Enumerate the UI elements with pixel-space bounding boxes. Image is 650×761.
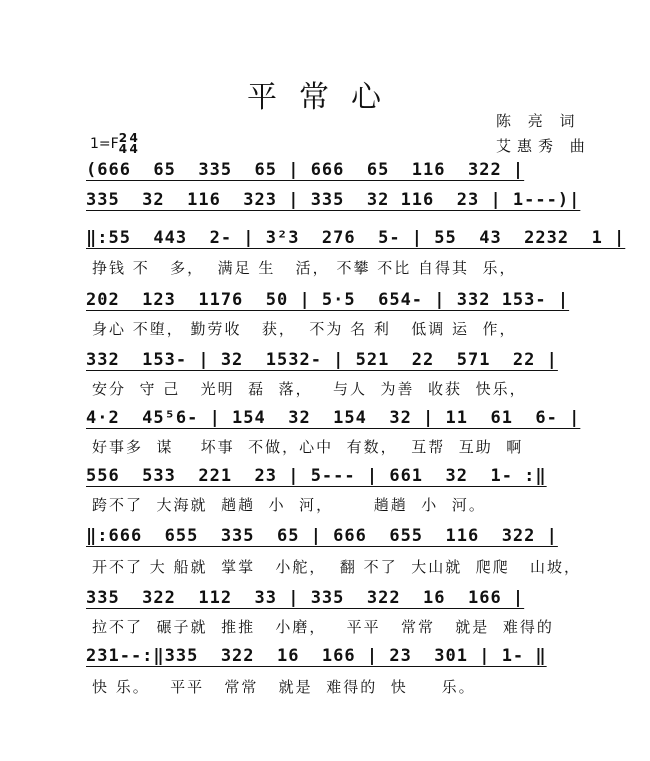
time-signature-1: 2 4 (118, 131, 128, 156)
composer-credit: 艾惠秀 曲 (496, 137, 591, 155)
score-line-9-lyrics: 拉不了 碾子就 推推 小磨， 平平 常常 就是 难得的 (92, 618, 554, 636)
score-line-6-lyrics: 好事多 谋 坏事 不做，心中 有数， 互帮 互助 啊 (92, 438, 524, 456)
score-line-8-lyrics: 开不了 大 船就 掌掌 小舵， 翻 不了 大山就 爬爬 山坡， (92, 558, 582, 576)
lyricist-credit: 陈 亮 词 (496, 112, 581, 130)
score-line-4-notes: 202 123 1176 50 | 5·5 654- | 332 153- | (86, 290, 570, 310)
score-line-3-notes: ‖:55 443 2- | 3²3 276 5- | 55 43 2232 1 | (86, 228, 626, 248)
score-line-1-notes: (666 65 335 65 | 666 65 116 322 | (86, 160, 525, 180)
score-line-6-notes: 4·2 45⁵6- | 154 32 154 32 | 11 61 6- | (86, 408, 581, 428)
score-line-7-lyrics: 跨不了 大海就 趟趟 小 河， 趟趟 小 河。 (92, 496, 486, 514)
score-line-9-notes: 335 322 112 33 | 335 322 16 166 | (86, 588, 525, 608)
time-signature-0: 4 4 (129, 131, 138, 156)
score-line-5-notes: 332 153- | 32 1532- | 521 22 571 22 | (86, 350, 558, 370)
score-line-2-notes: 335 32 116 323 | 335 32 116 23 | 1---)| (86, 190, 581, 210)
score-line-5-lyrics: 安分 守 己 光明 磊 落， 与人 为善 收获 快乐， (92, 380, 527, 398)
score-line-3-lyrics: 挣钱 不 多， 满足 生 活， 不攀 不比 自得其 乐， (92, 259, 517, 277)
key-label: 1=F (90, 136, 119, 152)
score-line-10-lyrics: 快 乐。 平平 常常 就是 难得的 快 乐。 (92, 678, 476, 696)
score-line-4-lyrics: 身心 不堕， 勤劳收 获， 不为 名 利 低调 运 作， (92, 320, 517, 338)
song-title: 平常心 (247, 80, 403, 115)
score-line-7-notes: 556 533 221 23 | 5--- | 661 32 1- :‖ (86, 466, 547, 486)
score-line-10-notes: 231--:‖335 322 16 166 | 23 301 | 1- ‖ (86, 646, 547, 666)
key-signature (90, 133, 138, 155)
score-line-8-notes: ‖:666 655 335 65 | 666 655 116 322 | (86, 526, 558, 546)
